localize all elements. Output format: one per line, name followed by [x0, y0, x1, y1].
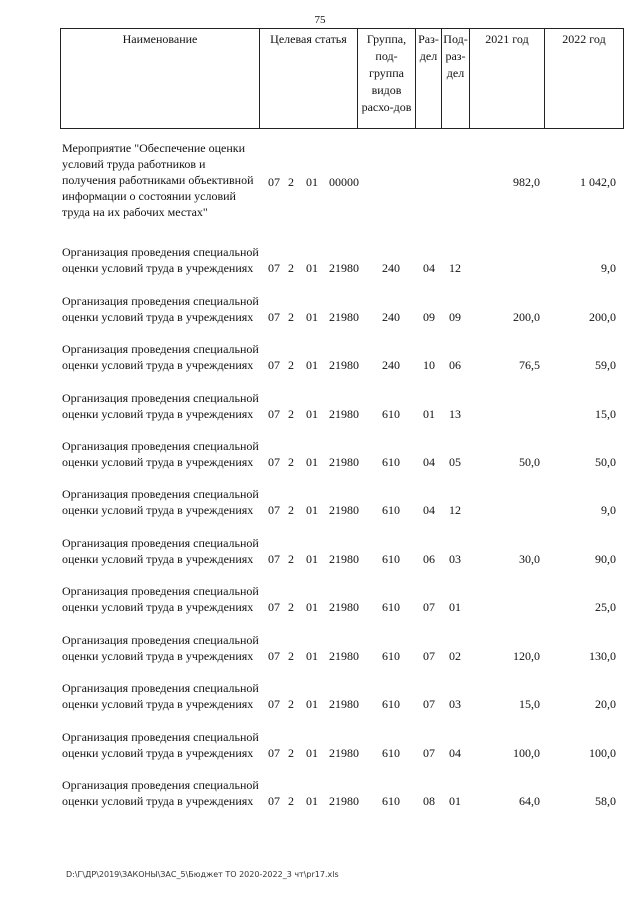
row-name: Организация проведения специальной оценки условий труда в учреждениях: [62, 487, 259, 517]
cell-c4: 21980: [329, 455, 359, 469]
cell-subsection: 06: [449, 358, 461, 372]
cell-subsection: 01: [449, 600, 461, 614]
cell-section: 09: [423, 310, 435, 324]
cell-y2022: 90,0: [595, 552, 616, 566]
cell-c1: 07: [268, 600, 280, 614]
header-section: Раз-дел: [416, 29, 442, 128]
cell-c4: 21980: [329, 310, 359, 324]
cell-c1: 07: [268, 261, 280, 275]
cell-c3: 01: [306, 261, 318, 275]
cell-group: 610: [382, 552, 400, 566]
row-name: Организация проведения специальной оценки условий труда в учреждениях: [62, 342, 259, 372]
cell-subsection: 12: [449, 261, 461, 275]
row-name: Организация проведения специальной оценки условий труда в учреждениях: [62, 536, 259, 566]
cell-c2: 2: [288, 310, 294, 324]
header-2022: 2022 год: [562, 32, 606, 46]
cell-c3: 01: [306, 455, 318, 469]
cell-y2022: 9,0: [601, 503, 616, 517]
cell-c2: 2: [288, 600, 294, 614]
cell-y2021: 30,0: [519, 552, 540, 566]
row-name: Организация проведения специальной оценки условий труда в учреждениях: [62, 730, 259, 760]
cell-group: 610: [382, 697, 400, 711]
cell-c2: 2: [288, 649, 294, 663]
cell-section: 07: [423, 649, 435, 663]
row-name: Организация проведения специальной оценки условий труда в учреждениях: [62, 245, 259, 275]
cell-c1: 07: [268, 649, 280, 663]
cell-y2021: 64,0: [519, 794, 540, 808]
cell-c2: 2: [288, 794, 294, 808]
cell-c3: 01: [306, 600, 318, 614]
cell-c3: 01: [306, 503, 318, 517]
cell-y2022: 100,0: [589, 746, 616, 760]
cell-c1: 07: [268, 746, 280, 760]
cell-y2022: 59,0: [595, 358, 616, 372]
cell-subsection: 13: [449, 407, 461, 421]
cell-y2021: 15,0: [519, 697, 540, 711]
cell-subsection: 12: [449, 503, 461, 517]
cell-c4: 21980: [329, 358, 359, 372]
cell-y2021: 982,0: [513, 175, 540, 189]
cell-section: 07: [423, 697, 435, 711]
cell-group: 610: [382, 455, 400, 469]
cell-section: 04: [423, 261, 435, 275]
cell-subsection: 05: [449, 455, 461, 469]
cell-c4: 21980: [329, 697, 359, 711]
cell-c4: 21980: [329, 746, 359, 760]
cell-section: 04: [423, 455, 435, 469]
cell-c4: 21980: [329, 407, 359, 421]
cell-c2: 2: [288, 261, 294, 275]
cell-subsection: 03: [449, 697, 461, 711]
table-header: [60, 28, 624, 129]
cell-group: 610: [382, 600, 400, 614]
page-number: 75: [314, 14, 326, 26]
cell-c3: 01: [306, 697, 318, 711]
cell-c4: 00000: [329, 175, 359, 189]
cell-group: 610: [382, 407, 400, 421]
cell-group: 610: [382, 649, 400, 663]
cell-y2022: 25,0: [595, 600, 616, 614]
cell-c2: 2: [288, 407, 294, 421]
row-name: Организация проведения специальной оценки условий труда в учреждениях: [62, 294, 259, 324]
row-name: Организация проведения специальной оценки условий труда в учреждениях: [62, 778, 259, 808]
cell-y2022: 20,0: [595, 697, 616, 711]
cell-y2022: 9,0: [601, 261, 616, 275]
cell-c1: 07: [268, 175, 280, 189]
cell-subsection: 04: [449, 746, 461, 760]
cell-section: 06: [423, 552, 435, 566]
cell-y2021: 76,5: [519, 358, 540, 372]
cell-c4: 21980: [329, 649, 359, 663]
cell-c2: 2: [288, 503, 294, 517]
cell-y2022: 58,0: [595, 794, 616, 808]
cell-c2: 2: [288, 697, 294, 711]
cell-c1: 07: [268, 310, 280, 324]
cell-c3: 01: [306, 310, 318, 324]
cell-c3: 01: [306, 649, 318, 663]
cell-subsection: 02: [449, 649, 461, 663]
cell-c3: 01: [306, 407, 318, 421]
cell-c1: 07: [268, 503, 280, 517]
cell-c4: 21980: [329, 261, 359, 275]
row-name: Организация проведения специальной оценки условий труда в учреждениях: [62, 681, 259, 711]
cell-c2: 2: [288, 175, 294, 189]
cell-c4: 21980: [329, 552, 359, 566]
cell-c2: 2: [288, 552, 294, 566]
footer-file-path: D:\Г\ДР\2019\ЗАКОНЫ\ЗАС_5\Бюджет ТО 2020-2022_3 чт\pr17.xls: [66, 870, 339, 879]
cell-c3: 01: [306, 746, 318, 760]
cell-c2: 2: [288, 358, 294, 372]
cell-y2021: 50,0: [519, 455, 540, 469]
cell-group: 240: [382, 358, 400, 372]
cell-subsection: 01: [449, 794, 461, 808]
row-name: Организация проведения специальной оценки условий труда в учреждениях: [62, 633, 259, 663]
cell-y2021: 100,0: [513, 746, 540, 760]
cell-c1: 07: [268, 697, 280, 711]
cell-y2022: 1 042,0: [580, 175, 616, 189]
cell-c1: 07: [268, 552, 280, 566]
cell-section: 07: [423, 600, 435, 614]
row-name: Мероприятие "Обеспечение оценки условий труда работников и получения работниками объективной информации о состоянии условий труда на их рабочих местах": [62, 141, 254, 219]
header-group: Группа, под-группа видов расхо-дов: [358, 29, 416, 128]
cell-group: 610: [382, 503, 400, 517]
cell-group: 240: [382, 261, 400, 275]
header-target: Целевая статья: [260, 29, 358, 128]
cell-y2022: 130,0: [589, 649, 616, 663]
cell-y2022: 50,0: [595, 455, 616, 469]
cell-c4: 21980: [329, 503, 359, 517]
row-name: Организация проведения специальной оценки условий труда в учреждениях: [62, 584, 259, 614]
cell-section: 01: [423, 407, 435, 421]
cell-section: 07: [423, 746, 435, 760]
cell-c3: 01: [306, 794, 318, 808]
cell-y2021: 200,0: [513, 310, 540, 324]
cell-y2021: 120,0: [513, 649, 540, 663]
header-subsection: Под-раз-дел: [442, 29, 470, 128]
row-name: Организация проведения специальной оценки условий труда в учреждениях: [62, 391, 259, 421]
cell-subsection: 09: [449, 310, 461, 324]
cell-c4: 21980: [329, 600, 359, 614]
cell-c3: 01: [306, 552, 318, 566]
cell-section: 04: [423, 503, 435, 517]
cell-c3: 01: [306, 175, 318, 189]
cell-y2022: 15,0: [595, 407, 616, 421]
cell-c1: 07: [268, 455, 280, 469]
cell-group: 610: [382, 746, 400, 760]
cell-section: 08: [423, 794, 435, 808]
cell-c4: 21980: [329, 794, 359, 808]
cell-section: 10: [423, 358, 435, 372]
cell-c2: 2: [288, 746, 294, 760]
cell-subsection: 03: [449, 552, 461, 566]
cell-c1: 07: [268, 358, 280, 372]
header-2021: 2021 год: [470, 29, 545, 128]
cell-c2: 2: [288, 455, 294, 469]
cell-c3: 01: [306, 358, 318, 372]
row-name: Организация проведения специальной оценки условий труда в учреждениях: [62, 439, 259, 469]
cell-group: 610: [382, 794, 400, 808]
cell-c1: 07: [268, 794, 280, 808]
cell-group: 240: [382, 310, 400, 324]
cell-c1: 07: [268, 407, 280, 421]
cell-y2022: 200,0: [589, 310, 616, 324]
header-name: Наименование: [61, 29, 260, 128]
